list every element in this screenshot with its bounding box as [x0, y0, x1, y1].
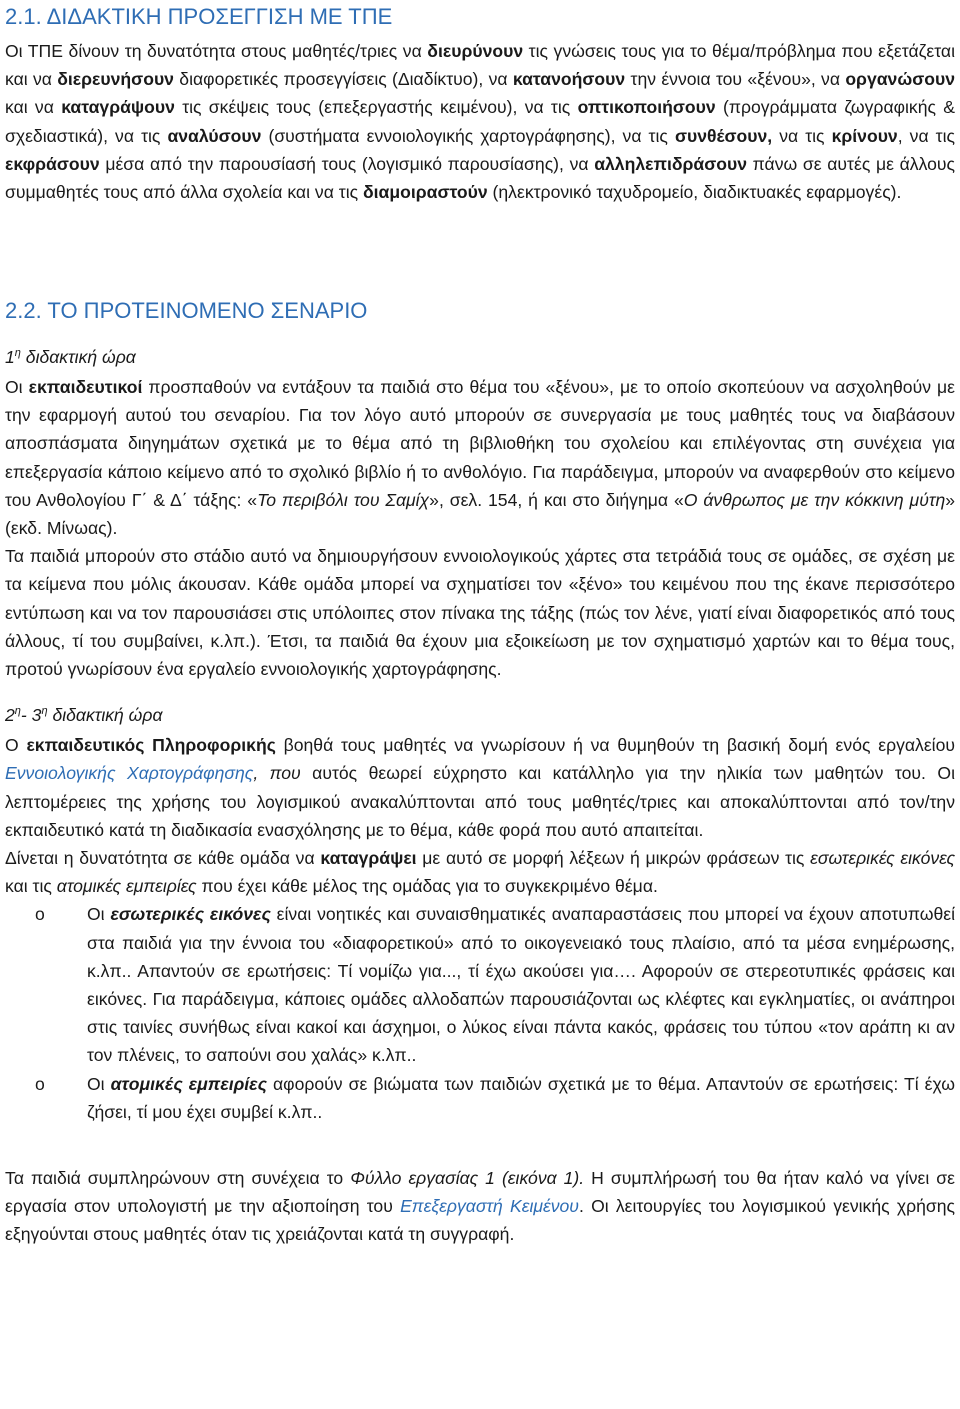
text: . Οι λειτουργίες του λογισμικού γενικής χρήσης εξηγούνται στους μαθητές όταν τις χρειάζονται κατά τη συγγραφή.: [5, 1196, 955, 1245]
text: να τις: [772, 125, 832, 146]
text: αυτός θεωρεί εύχρηστο και κατάλληλο για την ηλικία των μαθητών του. Οι λεπτομέρειες της χρήσης του λογισμικού ανακαλύπτονται από τους μαθητές/τριες και αποκαλύπτονται από τον/την εκπαιδευτικό κατά τη διαδικασία ενασχόλησης με το θέμα, κάθε φορά που αυτό απαιτείται.: [5, 763, 955, 840]
bold-term: διερευνήσουν: [57, 69, 174, 90]
hour-number: 1: [5, 347, 15, 367]
list-item-inner-images: [5, 900, 955, 1069]
bold-term: οπτικοποιήσουν: [577, 97, 716, 118]
italic-term: ατομικές εμπειρίες: [56, 876, 197, 897]
hour-1-heading: [5, 343, 955, 373]
text: Οι: [5, 377, 29, 397]
section-heading-2-1: 2.1. ΔΙΔΑΚΤΙΚΗ ΠΡΟΣΕΓΓΙΣΗ ΜΕ ΤΠΕ: [5, 4, 393, 29]
text: πάνω σε αυτές με άλλους συμμαθητές τους από άλλα σχολεία και να τις: [5, 153, 955, 203]
text: (προγράμματα ζωγραφικής & σχεδιαστικά), να τις: [5, 97, 955, 146]
list-bullet: o: [35, 904, 45, 925]
hour-superscript: η: [14, 347, 21, 360]
text: βοηθά τους μαθητές να γνωρίσουν ή να θυμηθούν τη βασική δομή ενός εργαλείου: [275, 735, 955, 756]
tool-link[interactable]: Εννοιολογικής Χαρτογράφησης: [5, 763, 254, 784]
text: Οι: [87, 1073, 111, 1094]
hour-superscript: η: [41, 705, 48, 718]
italic-title: Ο άνθρωπος με την κόκκινη μύτη: [683, 489, 946, 510]
text: με αυτό σε μορφή λέξεων ή μικρών φράσεων τις: [416, 848, 811, 869]
hour-2-3-heading: [5, 701, 955, 731]
text: (συστήματα εννοιολογικής χαρτογράφησης), να τις: [261, 125, 675, 146]
text: και να: [5, 97, 62, 118]
italic-term: εσωτερικές εικόνες: [810, 848, 955, 869]
bold-term: καταγράψει: [320, 848, 417, 869]
text: Οι ΤΠΕ δίνουν τη δυνατότητα στους μαθητές/τριες να: [5, 41, 428, 61]
text: » (εκδ. Μίνωας).: [5, 489, 956, 539]
text: τις σκέψεις τους (επεξεργαστής κειμένου), να τις: [174, 97, 578, 118]
bold-term: εκπαιδευτικοί: [28, 377, 143, 397]
text: που έχει κάθε μέλος της ομάδας για το συγκεκριμένο θέμα.: [196, 876, 658, 897]
bold-term: καταγράψουν: [61, 97, 175, 118]
text: , να τις: [897, 125, 955, 146]
text: Η συμπλήρωσή του θα ήταν καλό να γίνει σε εργασία στον υπολογιστή με την αξιοποίηση του: [5, 1168, 955, 1217]
paragraph-group-record: [5, 844, 955, 900]
bold-term: αναλύσουν: [167, 125, 262, 146]
paragraph-ict-approach: [5, 37, 955, 297]
bold-term: αλληλεπιδράσουν: [594, 153, 748, 174]
section-heading-2-2: 2.2. ΤΟ ΠΡΟΤΕΙΝΟΜΕΝΟ ΣΕΝΑΡΙΟ: [5, 298, 368, 323]
hour-number: 2: [5, 705, 15, 726]
text: διαφορετικές προσεγγίσεις (Διαδίκτυο), να: [173, 69, 513, 90]
paragraph-worksheet: [5, 1164, 955, 1249]
bold-term: κατανοήσουν: [512, 69, 626, 90]
text: την έννοια του «ξένου», να: [625, 69, 846, 90]
bold-term: συνθέσουν,: [674, 125, 773, 146]
hour-number: - 3: [20, 705, 42, 726]
hour-superscript: η: [14, 705, 21, 718]
text: Ο: [5, 735, 27, 756]
text: Τα παιδιά συμπληρώνουν στη συνέχεια το: [5, 1168, 351, 1189]
hour-label: διδακτική ώρα: [20, 347, 136, 367]
bold-term: διευρύνουν: [427, 41, 524, 61]
text: Οι: [87, 904, 111, 925]
text: (ηλεκτρονικό ταχυδρομείο, διαδικτυακές εφαρμογές).: [487, 182, 902, 203]
text: τις γνώσεις τους για το θέμα/πρόβλημα που εξετάζεται και να: [5, 41, 955, 90]
text: Δίνεται η δυνατότητα σε κάθε ομάδα να: [5, 848, 321, 869]
text: », σελ. 154, ή και στο διήγημα «: [429, 489, 684, 510]
list-bullet: o: [35, 1073, 45, 1094]
tool-link[interactable]: Επεξεργαστή Κειμένου: [400, 1196, 579, 1217]
bold-italic-term: ατομικές εμπειρίες: [110, 1073, 267, 1094]
bold-term: εκπαιδευτικός Πληροφορικής: [26, 735, 276, 756]
text: προσπαθούν να εντάξουν τα παιδιά στο θέμα του «ξένου», με το οποίο σκοπεύουν να ασχοληθούν με την εφαρμογή αυτού του σεναρίου. Για τον λόγο αυτό μπορούν σε συνεργασία με τους μαθητές τους να διαβάσουν αποσπάσματα διηγημάτων σχετικά με το θέμα από τη βιβλιοθήκη του σχολείου και επιλέγοντας στη συνέχεια για επεξεργασία κάποιο κείμενο από το σχολικό βιβλίο ή το ανθολόγιο. Για παράδειγμα, μπορούν να αναφερθούν στο κείμενο του Ανθολογίου Γ΄ & Δ΄ τάξης: «: [5, 377, 955, 510]
paragraph-hour1-intro: [5, 373, 955, 542]
text: αφορούν σε βιώματα των παιδιών σχετικά με το θέμα. Απαντούν σε ερωτήσεις: Τί έχω ζήσει, τί μου έχει συμβεί κ.λπ..: [87, 1073, 955, 1122]
bold-term: διαμοιραστούν: [362, 182, 488, 203]
bold-italic-term: εσωτερικές εικόνες: [110, 904, 271, 925]
hour-label: διδακτική ώρα: [47, 705, 163, 726]
bold-term: οργανώσουν: [845, 69, 955, 90]
text: και τις: [5, 876, 57, 897]
italic-text: , που: [253, 763, 301, 784]
italic-title: Το περιβόλι του Σαμίχ: [257, 489, 430, 510]
italic-reference: Φύλλο εργασίας 1 (εικόνα 1).: [350, 1168, 585, 1189]
list-item-personal-experiences: [5, 1070, 955, 1126]
bold-term: κρίνουν: [831, 125, 898, 146]
text: μέσα από την παρουσίασή τους (λογισμικό παρουσίασης), να: [99, 153, 595, 174]
text: είναι νοητικές και συναισθηματικές αναπαραστάσεις που μπορεί να έχουν αποτυπωθεί στα παιδιά για την έννοια του «διαφορετικού» από το οικογενειακό τους πλαίσιο, από τα μέσα ενημέρωσης, κ.λπ.. Απαντούν σε ερωτήσεις: Τί νομίζω για..., τί έχω ακούσει για…. Αφορούν σε στερεοτυπικές φράσεις και εικόνες. Για παράδειγμα, κάποιες ομάδες αλλοδαπών παρουσιάζονται ως κλέφτες και εγκληματίες, οι ανάπηροι στις ταινίες συνήθως είναι κακοί και άσχημοι, ο λύκος είναι πάντα κακός, φράσεις του τύπου «τον αράπη κι αν τον πλένεις, το σαπούνι σου χαλάς» κ.λπ..: [87, 904, 956, 1066]
paragraph-informatics-teacher: [5, 731, 955, 844]
bold-term: εκφράσουν: [5, 153, 100, 174]
paragraph-concept-maps: Τα παιδιά μπορούν στο στάδιο αυτό να δημιουργήσουν εννοιολογικούς χάρτες στα τετράδιά τους σε ομάδες, σε σχέση με τα κείμενα που μόλις άκουσαν. Κάθε ομάδα μπορεί να σχηματίσει τον «ξένο» του κειμένου που της έκανε περισσότερο εντύπωση και να τον παρουσιάσει στις υπόλοιπες στον πίνακα της τάξης (πώς τον λένε, γιατί είναι διαφορετικός από τους άλλους, τί του συμβαίνει, κ.λπ.). Έτσι, τα παιδιά θα έχουν μια εξοικείωση με τον σχηματισμό χαρτών και το θέμα τους, προτού γνωρίσουν ένα εργαλείο εννοιολογικής χαρτογράφησης.: [5, 546, 955, 680]
